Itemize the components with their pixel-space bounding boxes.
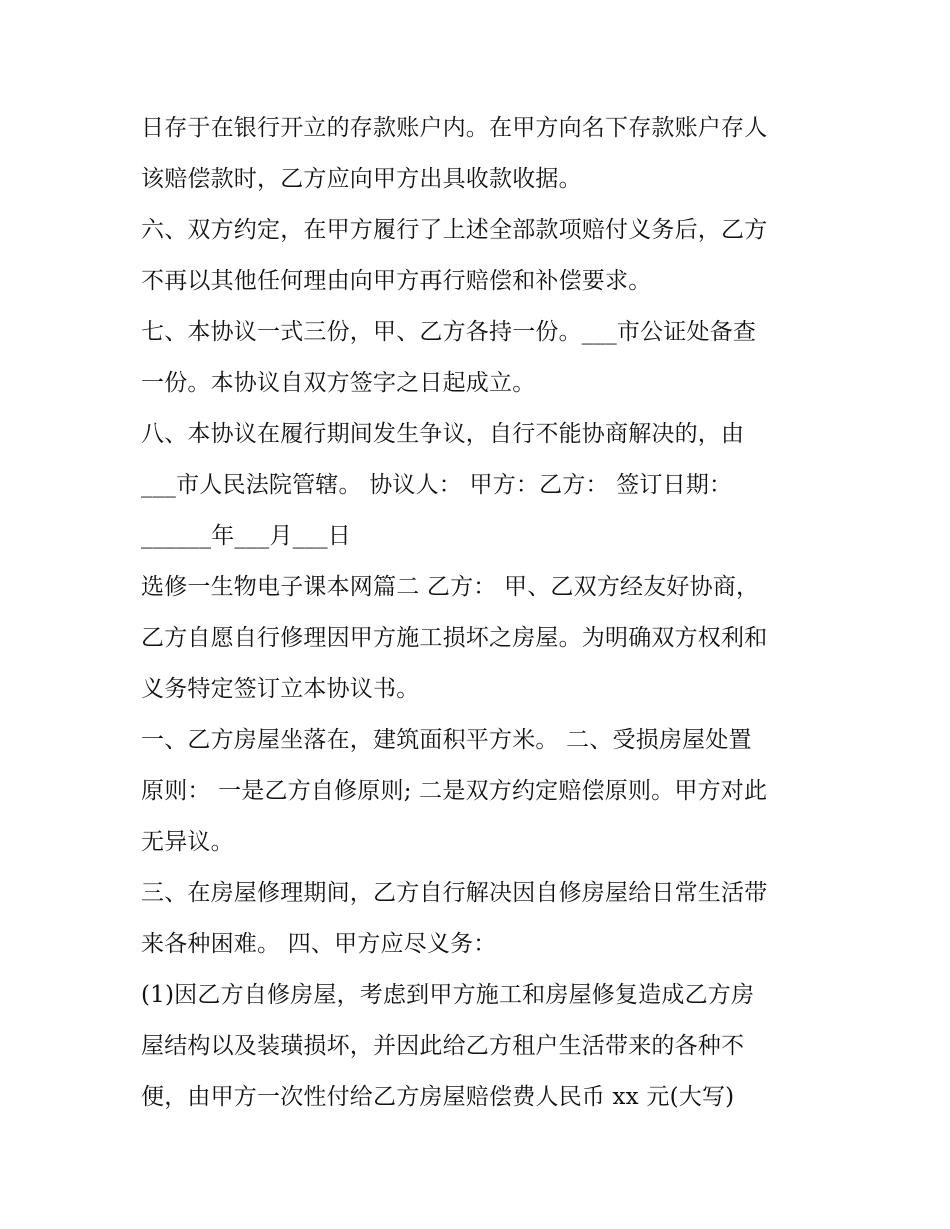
text-line: 乙方自愿自行修理因甲方施工损坏之房屋。为明确双方权利和 — [141, 625, 768, 651]
text-line: 屋结构以及装璜损坏，并因此给乙方租户生活带来的各种不 — [141, 1033, 745, 1059]
text-line: 八、本协议在履行期间发生争议，自行不能协商解决的，由 — [141, 421, 745, 447]
text-line: 原则： 一是乙方自修原则; 二是双方约定赔偿原则。甲方对此 — [141, 778, 768, 804]
text-line: 日存于在银行开立的存款账户内。在甲方向名下存款账户存人 — [141, 115, 768, 141]
text-line: (1)因乙方自修房屋，考虑到甲方施工和房屋修复造成乙方房 — [141, 982, 755, 1008]
document-body — [141, 103, 821, 1123]
text-line: 一、乙方房屋坐落在，建筑面积平方米。 二、受损房屋处置 — [141, 727, 752, 753]
text-line: ______年___月___日 — [141, 523, 351, 549]
text-line: ___市人民法院管辖。 协议人： 甲方：乙方： 签订日期： — [141, 472, 733, 498]
text-line: 六、双方约定，在甲方履行了上述全部款项赔付义务后，乙方 — [141, 217, 768, 243]
text-line: 选修一生物电子课本网篇二 乙方： 甲、乙双方经友好协商， — [141, 574, 760, 600]
text-line: 便，由甲方一次性付给乙方房屋赔偿费人民币 xx 元(大写) — [141, 1084, 735, 1110]
text-line: 无异议。 — [141, 829, 234, 855]
text-line: 三、在房屋修理期间，乙方自行解决因自修房屋给日常生活带 — [141, 880, 768, 906]
text-line: 不再以其他任何理由向甲方再行赔偿和补偿要求。 — [141, 268, 652, 294]
text-line: 来各种困难。 四、甲方应尽义务： — [141, 931, 497, 957]
text-line: 该赔偿款时，乙方应向甲方出具收款收据。 — [141, 166, 582, 192]
text-line: 义务特定签订立本协议书。 — [141, 676, 420, 702]
text-line: 七、本协议一式三份，甲、乙方各持一份。___市公证处备查 — [141, 319, 757, 345]
text-line: 一份。本协议自双方签字之日起成立。 — [141, 370, 536, 396]
